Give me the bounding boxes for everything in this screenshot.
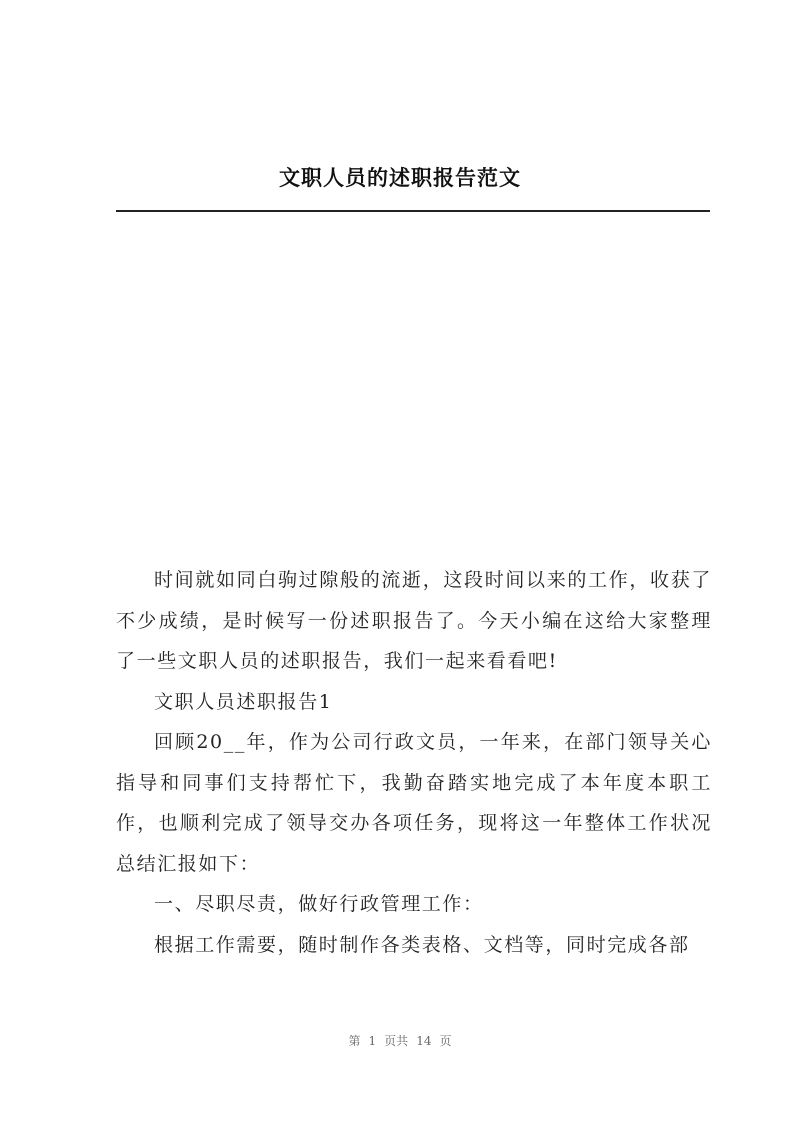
document-title: 文职人员的述职报告范文: [279, 165, 521, 190]
body-paragraph: 时间就如同白驹过隙般的流逝，这段时间以来的工作，收获了不少成绩，是时候写一份述职报告了。今天小编在这给大家整理了一些文职人员的述职报告，我们一起来看看吧!: [116, 569, 712, 672]
document-body: [116, 560, 712, 965]
subsection-heading: 一、尽职尽责，做好行政管理工作：: [154, 893, 484, 915]
page-number-mid: 页共: [384, 1034, 409, 1048]
page-number-suffix: 页: [439, 1034, 452, 1048]
current-page-number: 1: [368, 1034, 377, 1048]
page-number-prefix: 第: [348, 1034, 361, 1048]
section-heading: 文职人员述职报告1: [154, 690, 333, 713]
title-divider: [116, 210, 710, 212]
body-paragraph: 根据工作需要，随时制作各类表格、文档等，同时完成各部: [154, 933, 690, 956]
total-pages-number: 14: [416, 1034, 432, 1048]
page-footer: [0, 1032, 800, 1049]
body-paragraph: 回顾20__年，作为公司行政文员，一年来，在部门领导关心指导和同事们支持帮忙下，我勤奋踏实地完成了本年度本职工作，也顺利完成了领导交办各项任务，现将这一年整体工作状况总结汇报如下：: [116, 731, 712, 875]
